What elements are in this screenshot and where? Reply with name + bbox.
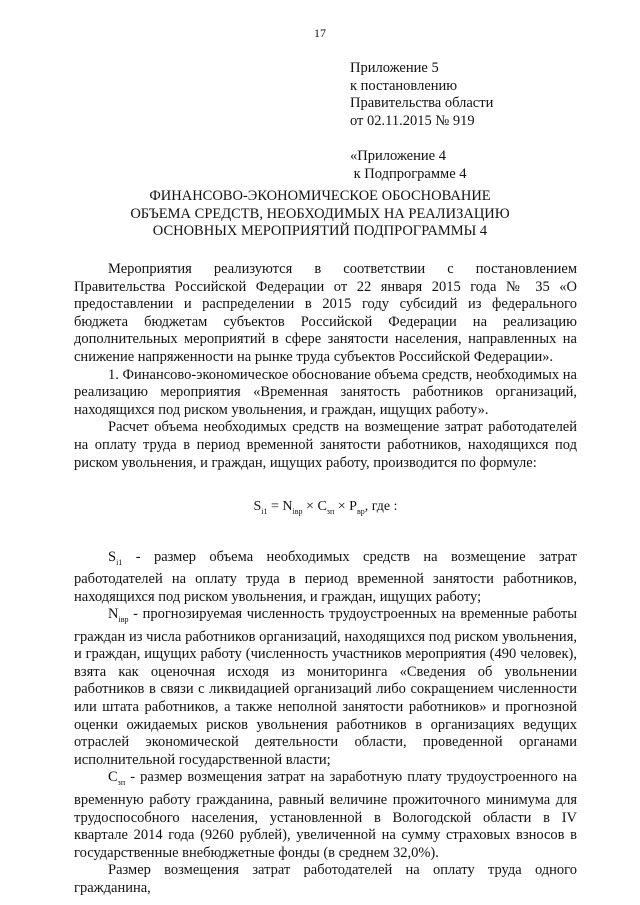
paragraph: Размер возмещения затрат работодателей на оплату труда одного гражданина,	[74, 862, 577, 896]
formula-subscript: i1	[261, 506, 268, 516]
formula-operator: ×	[302, 499, 318, 515]
formula-symbol: C	[317, 499, 327, 515]
formula-tail: , где :	[364, 499, 398, 515]
annex-gap	[350, 130, 493, 148]
definition-n	[74, 606, 577, 769]
formula-operator: ×	[334, 499, 350, 515]
paragraph: 1. Финансово-экономическое обоснование объема средств, необходимых на реализацию мероприятия «Временная занятость работников организаций, находящихся под риском увольнения, и граждан, ищущих работу».	[74, 366, 577, 418]
annex-block	[350, 60, 493, 183]
formula-operator: =	[267, 499, 283, 515]
formula-subscript: вр	[356, 506, 365, 516]
formula-subscript: івр	[292, 506, 303, 516]
paragraph: Мероприятия реализуются в соответствии с постановлением Правительства Российской Федерации от 22 января 2015 года № 35 «О предоставлении и распределении в 2015 году субсидий из федерального бюджета бюджетам субъектов Российской Федерации на реализацию дополнительных мероприятий в сфере занятости населения, направленных на снижение напряженности на рынке труда субъектов Российской Федерации».	[74, 261, 577, 365]
definition-c	[74, 769, 577, 862]
definition-s	[74, 549, 577, 607]
annex-line: от 02.11.2015 № 919	[350, 112, 475, 129]
definition-text: - размер возмещения затрат на заработную плату трудоустроенного на временную работу гражданина, равный величине прожиточного минимума для трудоспособного населения, установленной в Вологодской области в IV квартале 2014 года (9260 рублей), увеличенной на сумму страховых взносов в государственные внебюджетные фонды (в среднем 32,0%).	[74, 769, 577, 861]
annex-line: «Приложение 4	[350, 148, 446, 164]
annex-line: Приложение 5	[350, 60, 439, 76]
definition-text: - размер объема необходимых средств на возмещение затрат работодателей на оплату труда в период временной занятости работников, находящихся под риском увольнения, и граждан, ищущих работу;	[74, 548, 577, 605]
formula-symbol: N	[282, 499, 293, 515]
annex-line: к Подпрограмме 4	[350, 165, 467, 182]
paragraph: Расчет объема необходимых средств на возмещение затрат работодателей на оплату труда в период временной занятости работников, находящихся под риском увольнения, и граждан, ищущих работу, производится по формуле:	[74, 419, 577, 471]
formula	[74, 498, 577, 520]
formula-subscript: зп	[326, 506, 335, 516]
annex-line: Правительства области	[350, 95, 494, 111]
title-line: ФИНАНСОВО-ЭКОНОМИЧЕСКОЕ ОБОСНОВАНИЕ	[149, 188, 491, 204]
document-title	[0, 188, 640, 241]
formula-symbol: S	[253, 499, 262, 515]
page-number: 17	[314, 26, 326, 40]
document-body	[74, 261, 577, 897]
definition-subscript: i1	[116, 557, 123, 567]
definition-symbol: S	[108, 548, 117, 565]
title-line: ОСНОВНЫХ МЕРОПРИЯТИЙ ПОДПРОГРАММЫ 4	[152, 223, 488, 239]
definition-subscript: івр	[118, 615, 129, 625]
formula-symbol: P	[349, 499, 357, 515]
annex-line: к постановлению	[350, 77, 458, 94]
definition-symbol: C	[108, 769, 118, 786]
definition-text: - прогнозируемая численность трудоустроенных на временные работы граждан из числа работников организаций, находящихся под риском увольнения, и граждан, ищущих работу (численность участников мероприятия (490 человек), взята как оценочная исходя из мониторинга «Сведения об увольнении работников в связи с ликвидацией организаций либо сокращением численности или штата работников, а также неполной занятости работников» и прогнозной оценки ожидаемых рисков увольнения работников в организациях ведущих отраслей экономической деятельности области, проведенной органами исполнительной государственной власти;	[74, 606, 577, 768]
definition-symbol: N	[108, 606, 119, 623]
definition-subscript: зп	[117, 778, 126, 788]
title-line: ОБЪЕМА СРЕДСТВ, НЕОБХОДИМЫХ НА РЕАЛИЗАЦИЮ	[130, 205, 510, 222]
